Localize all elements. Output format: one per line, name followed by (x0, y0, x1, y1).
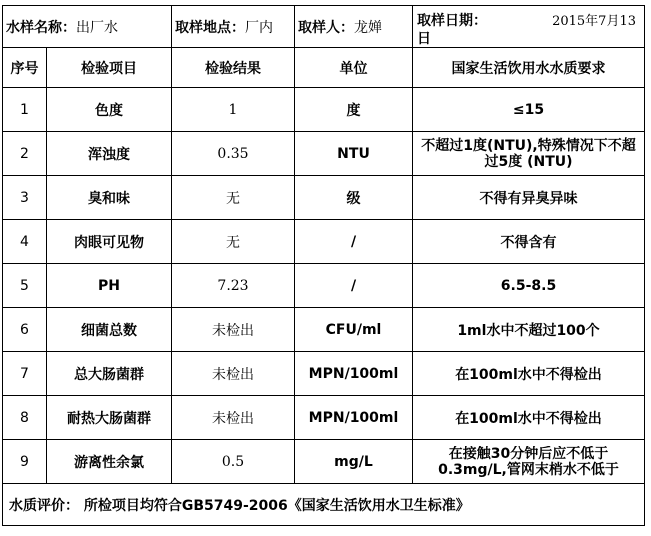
date-cell (413, 6, 645, 48)
row-number: 5 (3, 264, 47, 308)
row-requirement: ≤15 (413, 88, 645, 132)
row-number: 2 (3, 132, 47, 176)
table-row (3, 88, 645, 132)
table-row (3, 220, 645, 264)
row-unit: / (295, 220, 413, 264)
row-requirement: 不超过1度(NTU),特殊情况下不超过5度 (NTU) (413, 132, 645, 176)
footer-row (3, 484, 645, 526)
table-row (3, 352, 645, 396)
row-unit: mg/L (295, 440, 413, 484)
date-value: 2015年7月13 (552, 14, 636, 29)
row-requirement: 在100ml水中不得检出 (413, 396, 645, 440)
table-row (3, 176, 645, 220)
row-result: 1 (172, 88, 295, 132)
row-number: 4 (3, 220, 47, 264)
sample-name-cell (3, 6, 172, 48)
date-label: 取样日期： (417, 13, 487, 29)
date-wrap: 日 (417, 31, 431, 47)
column-header: 检验项目 (47, 48, 172, 88)
location-cell (172, 6, 295, 48)
row-item: 浑浊度 (47, 132, 172, 176)
table-row (3, 396, 645, 440)
row-requirement: 在接触30分钟后应不低于0.3mg/L,管网末梢水不低于 (438, 445, 619, 478)
sample-name-label: 水样名称： (6, 19, 76, 36)
row-number: 9 (3, 440, 47, 484)
table-row (3, 308, 645, 352)
row-requirement: 6.5-8.5 (413, 264, 645, 308)
row-item: 色度 (47, 88, 172, 132)
row-unit: MPN/100ml (295, 396, 413, 440)
evaluation-text: 水质评价： 所检项目均符合GB5749-2006《国家生活饮用水卫生标准》 (3, 484, 645, 526)
row-unit: MPN/100ml (295, 352, 413, 396)
row-number: 7 (3, 352, 47, 396)
column-header: 单位 (295, 48, 413, 88)
row-item: 总大肠菌群 (47, 352, 172, 396)
row-result: 7.23 (172, 264, 295, 308)
row-unit: NTU (295, 132, 413, 176)
column-header: 检验结果 (172, 48, 295, 88)
row-item: PH (47, 264, 172, 308)
table-row (3, 440, 645, 484)
column-header: 序号 (3, 48, 47, 88)
row-item: 细菌总数 (47, 308, 172, 352)
row-result: 无 (172, 176, 295, 220)
location-value: 厂内 (245, 19, 273, 36)
row-result: 0.35 (172, 132, 295, 176)
sampler-label: 取样人： (298, 19, 354, 36)
row-result: 0.5 (172, 440, 295, 484)
sampler-value: 龙婵 (354, 19, 382, 36)
row-unit: / (295, 264, 413, 308)
row-result: 未检出 (172, 352, 295, 396)
row-result: 未检出 (172, 396, 295, 440)
table-row (3, 264, 645, 308)
row-requirement: 1ml水中不超过100个 (413, 308, 645, 352)
location-label: 取样地点： (175, 19, 245, 36)
table-row (3, 132, 645, 176)
row-unit: 级 (295, 176, 413, 220)
report-table (2, 5, 645, 526)
row-requirement: 不得含有 (413, 220, 645, 264)
row-item: 游离性余氯 (47, 440, 172, 484)
row-item: 耐热大肠菌群 (47, 396, 172, 440)
sample-name-value: 出厂水 (76, 19, 118, 36)
row-number: 6 (3, 308, 47, 352)
row-item: 臭和味 (47, 176, 172, 220)
row-number: 8 (3, 396, 47, 440)
sampler-cell (295, 6, 413, 48)
row-result: 无 (172, 220, 295, 264)
row-unit: 度 (295, 88, 413, 132)
row-result: 未检出 (172, 308, 295, 352)
row-unit: CFU/ml (295, 308, 413, 352)
row-number: 3 (3, 176, 47, 220)
column-header: 国家生活饮用水水质要求 (413, 48, 645, 88)
row-item: 肉眼可见物 (47, 220, 172, 264)
row-requirement-cell (413, 440, 645, 484)
meta-row (3, 6, 645, 48)
row-requirement: 在100ml水中不得检出 (413, 352, 645, 396)
row-requirement: 不得有异臭异味 (413, 176, 645, 220)
column-header-row (3, 48, 645, 88)
row-number: 1 (3, 88, 47, 132)
